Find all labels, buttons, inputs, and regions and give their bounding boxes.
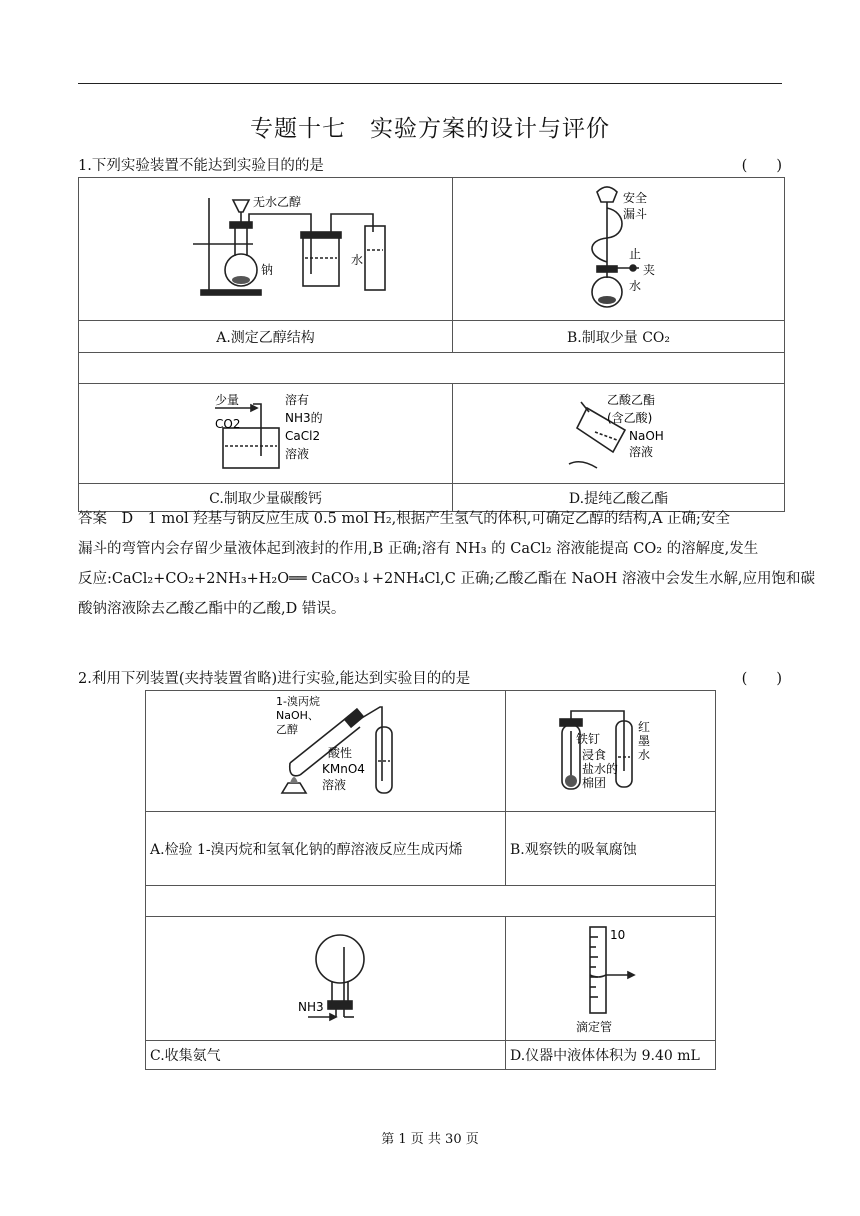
question-1-table — [78, 177, 785, 512]
answer-1 — [78, 504, 816, 624]
fig-label: 安全 — [623, 191, 648, 205]
fig-label: 浸食 — [582, 748, 607, 762]
fig-label: 无水乙醇 — [253, 195, 302, 209]
caption-b: B.观察铁的吸氧腐蚀 — [506, 812, 716, 886]
caption-d: D.提纯乙酸乙酯 — [453, 484, 785, 512]
page-title: 专题十七 实验方案的设计与评价 — [250, 116, 610, 142]
co2-generator-apparatus — [457, 178, 779, 316]
figure-cell-b — [506, 691, 716, 812]
fig-label: 溶液 — [629, 445, 654, 459]
ammonia-collection-apparatus — [150, 917, 500, 1036]
fig-label: 乙酸乙酯 — [607, 393, 656, 407]
answer-line: 漏斗的弯管内会存留少量液体起到液封的作用,B 正确;溶有 NH₃ 的 CaCl₂ 溶液能提高 CO₂ 的溶解度,发生 — [78, 541, 759, 557]
fig-label: NaOH — [629, 429, 664, 443]
fig-label: 红 — [638, 720, 651, 734]
question-2-stem — [78, 667, 782, 688]
fig-label: 水 — [638, 748, 651, 762]
fig-label: CaCl2 — [285, 429, 321, 443]
question-2-table — [145, 690, 716, 1070]
oxygen-corrosion-apparatus — [510, 691, 710, 807]
answer-line: 酸钠溶液除去乙酸乙酯中的乙酸,D 错误。 — [78, 601, 346, 617]
fig-label: 10 — [610, 928, 626, 942]
fig-label: 墨 — [638, 734, 651, 748]
fig-label: 1-溴丙烷 — [276, 695, 320, 708]
fig-label: (含乙酸) — [607, 411, 653, 425]
figure-cell-c — [79, 384, 453, 484]
fig-label: 溶液 — [322, 778, 347, 792]
caption-a: A.检验 1-溴丙烷和氢氧化钠的醇溶液反应生成丙烯 — [146, 812, 506, 886]
answer-line: 答案 D 1 mol 羟基与钠反应生成 0.5 mol H₂,根据产生氢气的体积,可确定乙醇的结构,A 正确;安全 — [78, 511, 730, 527]
ethanol-sodium-apparatus — [83, 178, 447, 316]
fig-label: NaOH、 — [276, 709, 319, 722]
spacer-row — [146, 886, 716, 917]
fig-label: 溶液 — [285, 447, 310, 461]
answer-line: 反应:CaCl₂+CO₂+2NH₃+H₂O══ CaCO₃↓+2NH₄Cl,C 正确;乙酸乙酯在 NaOH 溶液中会发生水解,应用饱和碳 — [78, 571, 816, 587]
figure-cell-d — [506, 917, 716, 1041]
figure-cell-d — [453, 384, 785, 484]
propene-test-apparatus — [150, 691, 500, 807]
caption-c: C.制取少量碳酸钙 — [79, 484, 453, 512]
figure-cell-c — [146, 917, 506, 1041]
question-1-stem — [78, 154, 782, 175]
answer-blank: ( ) — [741, 158, 782, 174]
fig-label: 夹 — [643, 263, 656, 277]
fig-label: 溶有 — [285, 393, 310, 407]
header-rule — [78, 83, 782, 84]
fig-label: 酸性 — [328, 746, 353, 760]
fig-label: 少量 — [215, 393, 240, 407]
fig-label: 水 — [351, 253, 364, 267]
question-2-text: 2.利用下列装置(夹持装置省略)进行实验,能达到实验目的的是 — [78, 671, 471, 687]
caption-d: D.仪器中液体体积为 9.40 mL — [506, 1041, 716, 1070]
fig-label: 乙醇 — [276, 723, 298, 736]
burette-apparatus — [510, 917, 710, 1036]
calcium-carbonate-apparatus — [83, 384, 447, 479]
fig-label: 棉团 — [582, 776, 607, 790]
question-1-text: 1.下列实验装置不能达到实验目的的是 — [78, 158, 324, 174]
fig-label: 止 — [629, 247, 642, 261]
figure-cell-a — [146, 691, 506, 812]
fig-label: 钠 — [261, 263, 274, 277]
spacer-row — [79, 353, 785, 384]
fig-label: CO2 — [215, 417, 241, 431]
fig-label: 铁钉 — [576, 732, 601, 746]
caption-a: A.测定乙醇结构 — [79, 321, 453, 353]
fig-label: 水 — [629, 279, 642, 293]
fig-label: KMnO4 — [322, 762, 365, 776]
figure-cell-a — [79, 178, 453, 321]
fig-label: 漏斗 — [623, 207, 648, 221]
answer-blank: ( ) — [741, 671, 782, 687]
fig-label: 滴定管 — [576, 1020, 613, 1034]
caption-c: C.收集氨气 — [146, 1041, 506, 1070]
page-footer: 第 1 页 共 30 页 — [381, 1132, 479, 1147]
fig-label: NH3的 — [285, 411, 323, 425]
caption-b: B.制取少量 CO₂ — [453, 321, 785, 353]
fig-label: 盐水的 — [582, 762, 619, 776]
figure-cell-b — [453, 178, 785, 321]
separatory-funnel-apparatus — [457, 384, 779, 479]
fig-label: NH3 — [298, 1000, 324, 1014]
